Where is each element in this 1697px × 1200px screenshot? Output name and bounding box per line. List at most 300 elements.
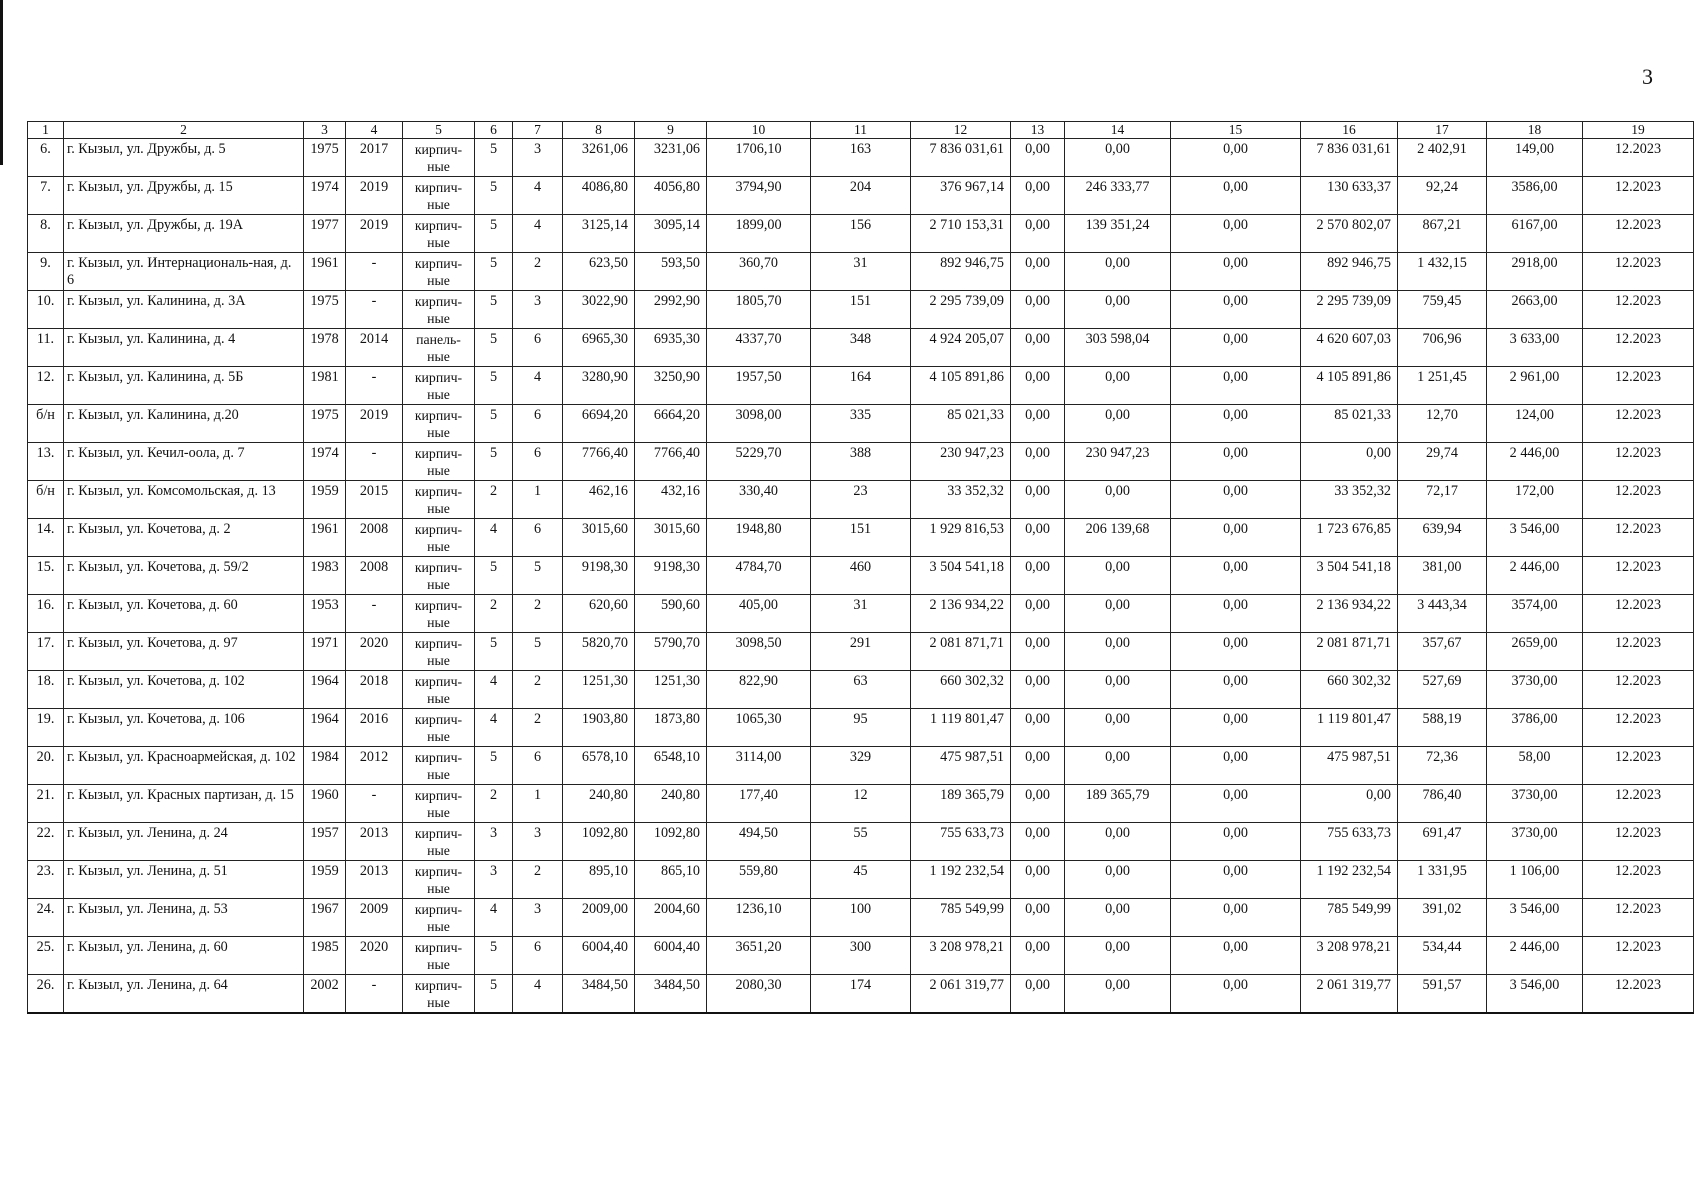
cell-area-10: 1948,80: [707, 519, 811, 557]
cell-build-year: 1959: [304, 861, 346, 899]
cell-row-number: 25.: [28, 937, 64, 975]
cell-cost-15: 0,00: [1171, 823, 1301, 861]
cell-cost-13: 0,00: [1011, 709, 1065, 747]
cell-total-area: 3015,60: [563, 519, 635, 557]
cell-residents: 174: [811, 975, 911, 1013]
cell-total-area: 7766,40: [563, 443, 635, 481]
cell-cost-18: 3586,00: [1487, 177, 1583, 215]
cell-residents: 55: [811, 823, 911, 861]
cell-total-area: 620,60: [563, 595, 635, 633]
cell-row-number: 21.: [28, 785, 64, 823]
cell-entrances: 2: [513, 709, 563, 747]
cell-cost-13: 0,00: [1011, 481, 1065, 519]
cell-total-area: 3125,14: [563, 215, 635, 253]
cell-entrances: 2: [513, 671, 563, 709]
cell-area-10: 1236,10: [707, 899, 811, 937]
table-row: [28, 861, 1694, 899]
cell-living-area: 9198,30: [635, 557, 707, 595]
cell-area-10: 1899,00: [707, 215, 811, 253]
cell-area-10: 3651,20: [707, 937, 811, 975]
table-row: [28, 747, 1694, 785]
cell-area-10: 822,90: [707, 671, 811, 709]
cell-floors: 2: [475, 595, 513, 633]
cell-unit-cost: 588,19: [1398, 709, 1487, 747]
cell-cost-15: 0,00: [1171, 443, 1301, 481]
cell-row-number: 17.: [28, 633, 64, 671]
cell-total-cost: 2 081 871,71: [911, 633, 1011, 671]
cell-row-number: 22.: [28, 823, 64, 861]
cell-row-number: 8.: [28, 215, 64, 253]
cell-residents: 100: [811, 899, 911, 937]
cell-cost-15: 0,00: [1171, 481, 1301, 519]
cell-row-number: 14.: [28, 519, 64, 557]
cell-cost-15: 0,00: [1171, 785, 1301, 823]
cell-row-number: 7.: [28, 177, 64, 215]
table-row: [28, 177, 1694, 215]
cell-total-area: 3022,90: [563, 291, 635, 329]
cell-renovation-year: 2020: [346, 633, 403, 671]
cell-renovation-year: 2019: [346, 215, 403, 253]
cell-living-area: 590,60: [635, 595, 707, 633]
cell-build-year: 1977: [304, 215, 346, 253]
cell-total-cost: 2 061 319,77: [911, 975, 1011, 1013]
cell-cost-16: 2 570 802,07: [1301, 215, 1398, 253]
cell-cost-15: 0,00: [1171, 519, 1301, 557]
cell-cost-13: 0,00: [1011, 747, 1065, 785]
cell-renovation-year: 2014: [346, 329, 403, 367]
cell-renovation-year: -: [346, 595, 403, 633]
table-row: [28, 367, 1694, 405]
cell-cost-14: 0,00: [1065, 671, 1171, 709]
cell-deadline: 12.2023: [1583, 329, 1694, 367]
cell-address: г. Кызыл, ул. Калинина, д. 3А: [64, 291, 304, 329]
cell-total-area: 240,80: [563, 785, 635, 823]
cell-address: г. Кызыл, ул. Ленина, д. 60: [64, 937, 304, 975]
cell-floors: 4: [475, 671, 513, 709]
table-row: [28, 557, 1694, 595]
cell-renovation-year: -: [346, 785, 403, 823]
column-header-7: 7: [513, 122, 563, 139]
cell-row-number: 23.: [28, 861, 64, 899]
cell-cost-18: 3730,00: [1487, 785, 1583, 823]
cell-renovation-year: -: [346, 367, 403, 405]
cell-living-area: 593,50: [635, 253, 707, 291]
cell-unit-cost: 2 402,91: [1398, 139, 1487, 177]
cell-living-area: 3231,06: [635, 139, 707, 177]
cell-row-number: 20.: [28, 747, 64, 785]
cell-residents: 300: [811, 937, 911, 975]
cell-unit-cost: 786,40: [1398, 785, 1487, 823]
cell-deadline: 12.2023: [1583, 253, 1694, 291]
cell-address: г. Кызыл, ул. Комсомольская, д. 13: [64, 481, 304, 519]
cell-living-area: 6004,40: [635, 937, 707, 975]
cell-area-10: 3098,50: [707, 633, 811, 671]
cell-cost-16: 1 723 676,85: [1301, 519, 1398, 557]
cell-cost-18: 3 546,00: [1487, 899, 1583, 937]
cell-total-area: 6578,10: [563, 747, 635, 785]
cell-row-number: 11.: [28, 329, 64, 367]
cell-floors: 4: [475, 519, 513, 557]
cell-area-10: 1805,70: [707, 291, 811, 329]
cell-wall-material: кирпич-ные: [403, 443, 475, 481]
cell-build-year: 1974: [304, 177, 346, 215]
cell-unit-cost: 706,96: [1398, 329, 1487, 367]
cell-build-year: 1975: [304, 291, 346, 329]
cell-cost-15: 0,00: [1171, 557, 1301, 595]
cell-entrances: 2: [513, 253, 563, 291]
cell-total-area: 3484,50: [563, 975, 635, 1013]
page-number: 3: [1642, 64, 1653, 89]
cell-build-year: 1975: [304, 405, 346, 443]
cell-build-year: 1967: [304, 899, 346, 937]
column-header-11: 11: [811, 122, 911, 139]
cell-wall-material: кирпич-ные: [403, 595, 475, 633]
cell-cost-13: 0,00: [1011, 785, 1065, 823]
cell-cost-18: 3730,00: [1487, 823, 1583, 861]
cell-row-number: 15.: [28, 557, 64, 595]
cell-residents: 12: [811, 785, 911, 823]
cell-residents: 95: [811, 709, 911, 747]
cell-total-cost: 3 208 978,21: [911, 937, 1011, 975]
table-row: [28, 291, 1694, 329]
cell-living-area: 4056,80: [635, 177, 707, 215]
cell-cost-15: 0,00: [1171, 899, 1301, 937]
cell-cost-13: 0,00: [1011, 557, 1065, 595]
cell-unit-cost: 691,47: [1398, 823, 1487, 861]
cell-cost-16: 3 208 978,21: [1301, 937, 1398, 975]
cell-deadline: 12.2023: [1583, 937, 1694, 975]
cell-wall-material: кирпич-ные: [403, 139, 475, 177]
cell-living-area: 1251,30: [635, 671, 707, 709]
cell-floors: 4: [475, 899, 513, 937]
cell-cost-18: 124,00: [1487, 405, 1583, 443]
cell-floors: 5: [475, 215, 513, 253]
cell-cost-18: 2 446,00: [1487, 443, 1583, 481]
cell-cost-14: 206 139,68: [1065, 519, 1171, 557]
column-header-2: 2: [64, 122, 304, 139]
cell-cost-18: 172,00: [1487, 481, 1583, 519]
cell-deadline: 12.2023: [1583, 861, 1694, 899]
cell-floors: 5: [475, 443, 513, 481]
cell-build-year: 1983: [304, 557, 346, 595]
cell-cost-15: 0,00: [1171, 633, 1301, 671]
cell-unit-cost: 1 331,95: [1398, 861, 1487, 899]
cell-deadline: 12.2023: [1583, 481, 1694, 519]
cell-floors: 5: [475, 975, 513, 1013]
cell-cost-14: 0,00: [1065, 823, 1171, 861]
cell-unit-cost: 357,67: [1398, 633, 1487, 671]
cell-area-10: 3098,00: [707, 405, 811, 443]
cell-residents: 31: [811, 595, 911, 633]
cell-unit-cost: 92,24: [1398, 177, 1487, 215]
cell-living-area: 865,10: [635, 861, 707, 899]
cell-build-year: 1984: [304, 747, 346, 785]
cell-deadline: 12.2023: [1583, 899, 1694, 937]
cell-address: г. Кызыл, ул. Кочетова, д. 59/2: [64, 557, 304, 595]
cell-entrances: 4: [513, 177, 563, 215]
cell-build-year: 1985: [304, 937, 346, 975]
cell-cost-15: 0,00: [1171, 367, 1301, 405]
cell-total-area: 462,16: [563, 481, 635, 519]
cell-cost-14: 0,00: [1065, 367, 1171, 405]
cell-cost-18: 3574,00: [1487, 595, 1583, 633]
column-header-17: 17: [1398, 122, 1487, 139]
cell-cost-14: 230 947,23: [1065, 443, 1171, 481]
left-margin-rule: [0, 0, 3, 165]
cell-cost-13: 0,00: [1011, 291, 1065, 329]
cell-address: г. Кызыл, ул. Дружбы, д. 19А: [64, 215, 304, 253]
cell-build-year: 1961: [304, 519, 346, 557]
cell-cost-14: 0,00: [1065, 633, 1171, 671]
cell-address: г. Кызыл, ул. Кечил-оола, д. 7: [64, 443, 304, 481]
cell-cost-16: 7 836 031,61: [1301, 139, 1398, 177]
table-row: [28, 481, 1694, 519]
cell-residents: 156: [811, 215, 911, 253]
cell-entrances: 2: [513, 861, 563, 899]
cell-cost-18: 2659,00: [1487, 633, 1583, 671]
cell-wall-material: кирпич-ные: [403, 291, 475, 329]
cell-unit-cost: 759,45: [1398, 291, 1487, 329]
column-header-5: 5: [403, 122, 475, 139]
cell-total-area: 623,50: [563, 253, 635, 291]
cell-cost-18: 3730,00: [1487, 671, 1583, 709]
cell-cost-15: 0,00: [1171, 975, 1301, 1013]
cell-cost-16: 755 633,73: [1301, 823, 1398, 861]
cell-total-cost: 1 929 816,53: [911, 519, 1011, 557]
table-row: [28, 405, 1694, 443]
cell-area-10: 4337,70: [707, 329, 811, 367]
cell-row-number: 24.: [28, 899, 64, 937]
cell-cost-13: 0,00: [1011, 519, 1065, 557]
cell-entrances: 6: [513, 443, 563, 481]
cell-entrances: 3: [513, 899, 563, 937]
cell-cost-18: 2 446,00: [1487, 937, 1583, 975]
cell-floors: 2: [475, 785, 513, 823]
cell-floors: 2: [475, 481, 513, 519]
cell-entrances: 4: [513, 975, 563, 1013]
table-row: [28, 633, 1694, 671]
cell-renovation-year: 2015: [346, 481, 403, 519]
table-row: [28, 899, 1694, 937]
cell-cost-14: 0,00: [1065, 861, 1171, 899]
cell-entrances: 3: [513, 139, 563, 177]
cell-living-area: 2992,90: [635, 291, 707, 329]
cell-cost-15: 0,00: [1171, 291, 1301, 329]
cell-cost-14: 0,00: [1065, 747, 1171, 785]
cell-floors: 5: [475, 329, 513, 367]
cell-total-cost: 1 119 801,47: [911, 709, 1011, 747]
table-row: [28, 253, 1694, 291]
cell-deadline: 12.2023: [1583, 671, 1694, 709]
cell-cost-16: 2 081 871,71: [1301, 633, 1398, 671]
cell-living-area: 432,16: [635, 481, 707, 519]
cell-residents: 45: [811, 861, 911, 899]
cell-cost-13: 0,00: [1011, 253, 1065, 291]
cell-residents: 151: [811, 291, 911, 329]
column-header-12: 12: [911, 122, 1011, 139]
cell-floors: 5: [475, 405, 513, 443]
table-row: [28, 671, 1694, 709]
cell-living-area: 6664,20: [635, 405, 707, 443]
cell-entrances: 2: [513, 595, 563, 633]
cell-total-cost: 230 947,23: [911, 443, 1011, 481]
cell-cost-18: 2918,00: [1487, 253, 1583, 291]
cell-wall-material: кирпич-ные: [403, 899, 475, 937]
cell-cost-15: 0,00: [1171, 139, 1301, 177]
cell-cost-15: 0,00: [1171, 253, 1301, 291]
cell-deadline: 12.2023: [1583, 785, 1694, 823]
cell-area-10: 2080,30: [707, 975, 811, 1013]
cell-wall-material: панель-ные: [403, 329, 475, 367]
cell-cost-14: 0,00: [1065, 975, 1171, 1013]
cell-floors: 5: [475, 291, 513, 329]
cell-total-cost: 660 302,32: [911, 671, 1011, 709]
cell-total-cost: 1 192 232,54: [911, 861, 1011, 899]
housing-register-table: [27, 121, 1694, 1014]
cell-unit-cost: 381,00: [1398, 557, 1487, 595]
cell-cost-13: 0,00: [1011, 177, 1065, 215]
cell-cost-18: 3 633,00: [1487, 329, 1583, 367]
cell-residents: 348: [811, 329, 911, 367]
cell-residents: 151: [811, 519, 911, 557]
cell-deadline: 12.2023: [1583, 519, 1694, 557]
cell-address: г. Кызыл, ул. Калинина, д. 4: [64, 329, 304, 367]
cell-build-year: 1964: [304, 709, 346, 747]
cell-row-number: 18.: [28, 671, 64, 709]
cell-address: г. Кызыл, ул. Кочетова, д. 97: [64, 633, 304, 671]
cell-build-year: 1964: [304, 671, 346, 709]
cell-cost-13: 0,00: [1011, 329, 1065, 367]
cell-build-year: 1978: [304, 329, 346, 367]
cell-renovation-year: 2013: [346, 861, 403, 899]
cell-address: г. Кызыл, ул. Дружбы, д. 5: [64, 139, 304, 177]
cell-cost-14: 0,00: [1065, 291, 1171, 329]
table-row: [28, 139, 1694, 177]
table-row: [28, 709, 1694, 747]
cell-residents: 291: [811, 633, 911, 671]
cell-area-10: 330,40: [707, 481, 811, 519]
cell-cost-14: 0,00: [1065, 937, 1171, 975]
cell-cost-18: 3786,00: [1487, 709, 1583, 747]
cell-row-number: 12.: [28, 367, 64, 405]
cell-cost-18: 58,00: [1487, 747, 1583, 785]
cell-cost-13: 0,00: [1011, 861, 1065, 899]
cell-renovation-year: 2020: [346, 937, 403, 975]
cell-build-year: 1953: [304, 595, 346, 633]
cell-address: г. Кызыл, ул. Ленина, д. 24: [64, 823, 304, 861]
cell-residents: 163: [811, 139, 911, 177]
cell-address: г. Кызыл, ул. Кочетова, д. 60: [64, 595, 304, 633]
cell-cost-15: 0,00: [1171, 861, 1301, 899]
cell-wall-material: кирпич-ные: [403, 975, 475, 1013]
cell-row-number: 16.: [28, 595, 64, 633]
cell-cost-13: 0,00: [1011, 443, 1065, 481]
cell-living-area: 6935,30: [635, 329, 707, 367]
cell-deadline: 12.2023: [1583, 633, 1694, 671]
cell-renovation-year: 2017: [346, 139, 403, 177]
cell-deadline: 12.2023: [1583, 139, 1694, 177]
cell-row-number: 26.: [28, 975, 64, 1013]
cell-area-10: 4784,70: [707, 557, 811, 595]
column-header-18: 18: [1487, 122, 1583, 139]
table-row: [28, 785, 1694, 823]
cell-total-area: 9198,30: [563, 557, 635, 595]
cell-wall-material: кирпич-ные: [403, 519, 475, 557]
table-row: [28, 443, 1694, 481]
cell-total-cost: 4 105 891,86: [911, 367, 1011, 405]
cell-area-10: 494,50: [707, 823, 811, 861]
cell-cost-16: 0,00: [1301, 785, 1398, 823]
column-header-4: 4: [346, 122, 403, 139]
cell-cost-14: 0,00: [1065, 899, 1171, 937]
cell-cost-16: 130 633,37: [1301, 177, 1398, 215]
cell-entrances: 6: [513, 747, 563, 785]
cell-wall-material: кирпич-ные: [403, 785, 475, 823]
cell-entrances: 6: [513, 405, 563, 443]
cell-living-area: 1873,80: [635, 709, 707, 747]
cell-deadline: 12.2023: [1583, 215, 1694, 253]
cell-wall-material: кирпич-ные: [403, 709, 475, 747]
cell-row-number: 19.: [28, 709, 64, 747]
cell-living-area: 2004,60: [635, 899, 707, 937]
cell-total-cost: 2 295 739,09: [911, 291, 1011, 329]
cell-residents: 63: [811, 671, 911, 709]
cell-area-10: 360,70: [707, 253, 811, 291]
cell-deadline: 12.2023: [1583, 443, 1694, 481]
cell-floors: 5: [475, 747, 513, 785]
cell-address: г. Кызыл, ул. Интернациональ-ная, д. 6: [64, 253, 304, 291]
cell-wall-material: кирпич-ные: [403, 937, 475, 975]
cell-total-area: 4086,80: [563, 177, 635, 215]
cell-renovation-year: 2019: [346, 177, 403, 215]
cell-total-area: 1251,30: [563, 671, 635, 709]
cell-total-area: 2009,00: [563, 899, 635, 937]
cell-cost-15: 0,00: [1171, 177, 1301, 215]
cell-renovation-year: 2018: [346, 671, 403, 709]
cell-renovation-year: 2008: [346, 519, 403, 557]
cell-cost-14: 0,00: [1065, 405, 1171, 443]
cell-cost-16: 2 061 319,77: [1301, 975, 1398, 1013]
cell-cost-14: 246 333,77: [1065, 177, 1171, 215]
cell-residents: 388: [811, 443, 911, 481]
cell-floors: 5: [475, 367, 513, 405]
column-header-14: 14: [1065, 122, 1171, 139]
cell-floors: 3: [475, 861, 513, 899]
cell-area-10: 3794,90: [707, 177, 811, 215]
cell-cost-13: 0,00: [1011, 367, 1065, 405]
cell-entrances: 4: [513, 367, 563, 405]
column-header-19: 19: [1583, 122, 1694, 139]
cell-build-year: 2002: [304, 975, 346, 1013]
cell-build-year: 1971: [304, 633, 346, 671]
cell-build-year: 1981: [304, 367, 346, 405]
cell-cost-18: 1 106,00: [1487, 861, 1583, 899]
cell-cost-16: 892 946,75: [1301, 253, 1398, 291]
cell-unit-cost: 534,44: [1398, 937, 1487, 975]
cell-renovation-year: 2019: [346, 405, 403, 443]
cell-cost-16: 0,00: [1301, 443, 1398, 481]
cell-wall-material: кирпич-ные: [403, 671, 475, 709]
table-row: [28, 329, 1694, 367]
cell-build-year: 1975: [304, 139, 346, 177]
cell-cost-13: 0,00: [1011, 595, 1065, 633]
column-header-15: 15: [1171, 122, 1301, 139]
cell-residents: 460: [811, 557, 911, 595]
cell-cost-16: 4 620 607,03: [1301, 329, 1398, 367]
cell-cost-16: 475 987,51: [1301, 747, 1398, 785]
cell-cost-14: 0,00: [1065, 253, 1171, 291]
cell-total-area: 1903,80: [563, 709, 635, 747]
